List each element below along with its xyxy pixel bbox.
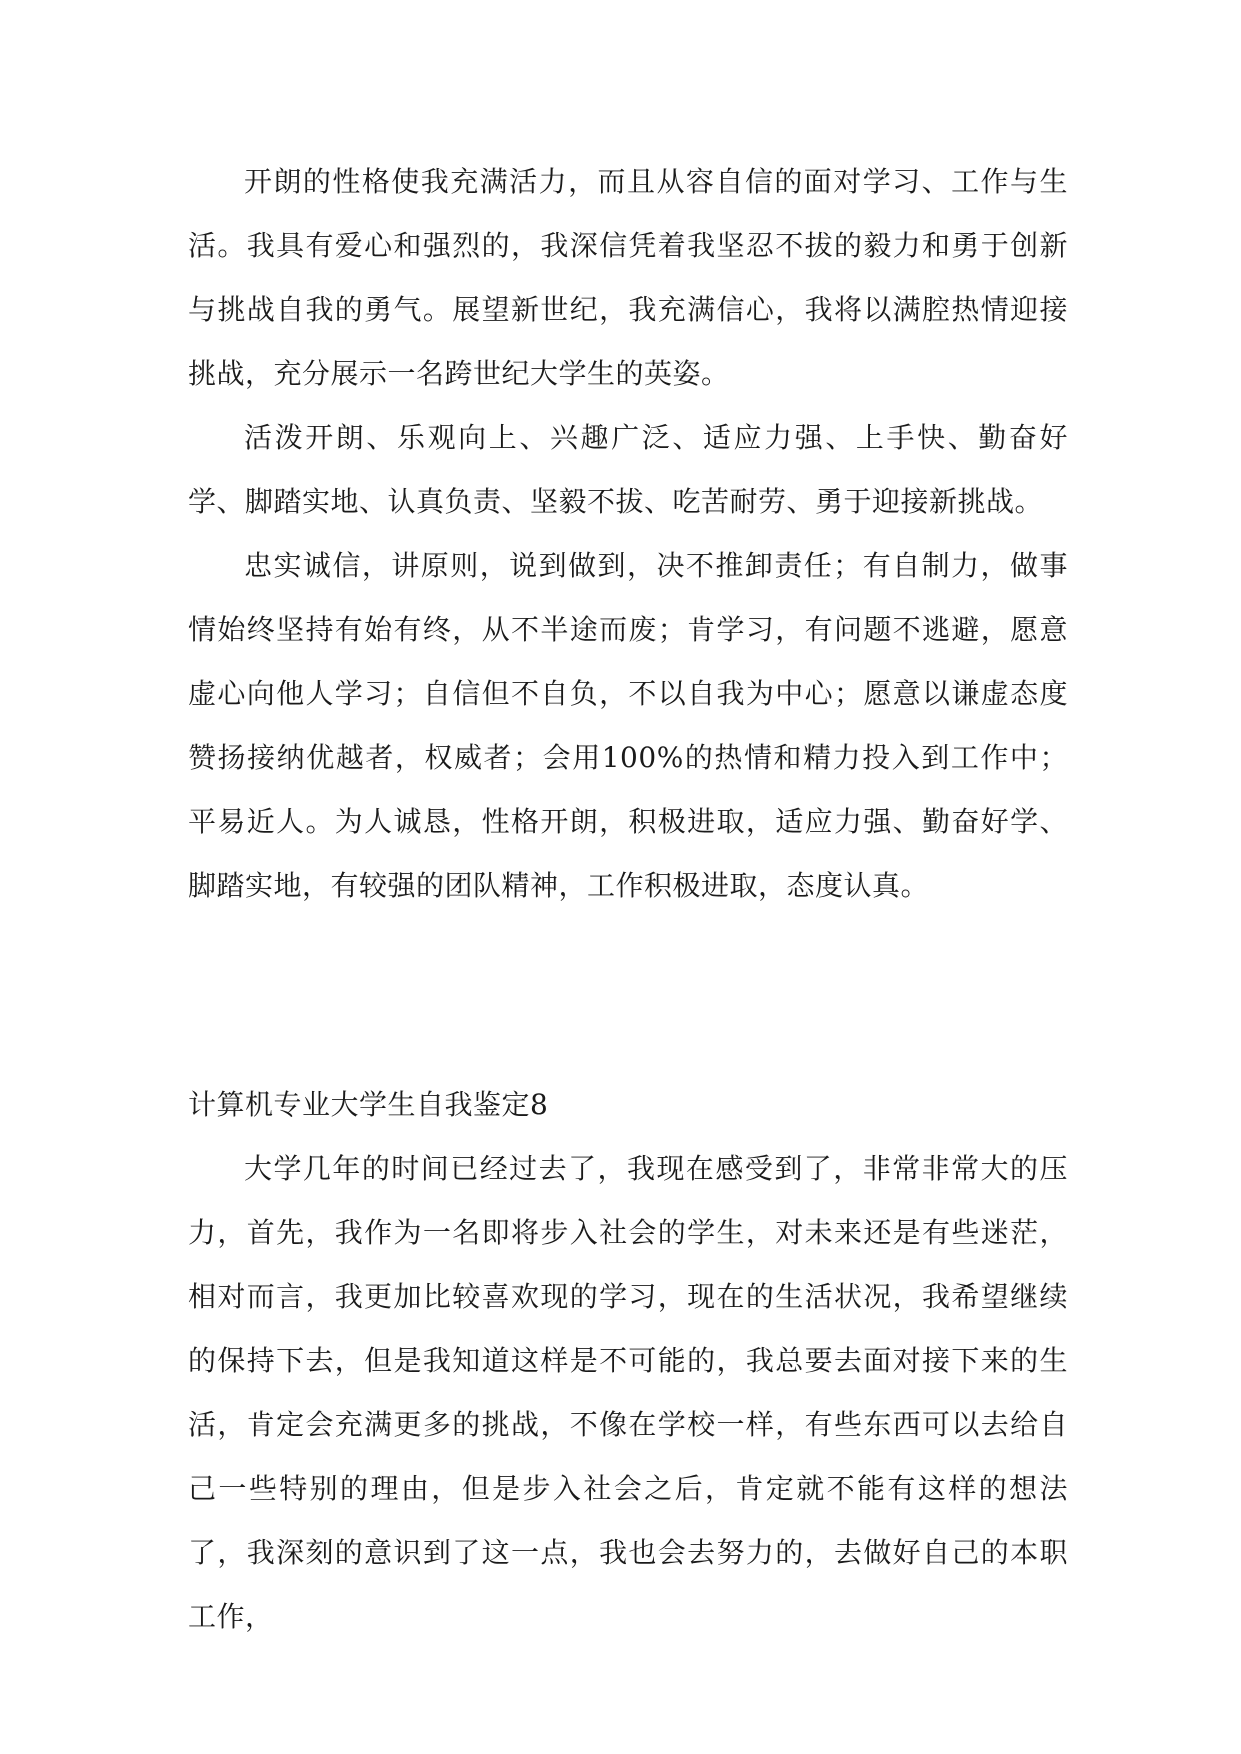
section-spacer [188, 918, 1068, 1073]
paragraph: 活泼开朗、乐观向上、兴趣广泛、适应力强、上手快、勤奋好学、脚踏实地、认真负责、坚毅不拔、吃苦耐劳、勇于迎接新挑战。 [188, 421, 1068, 518]
document-body [188, 150, 1068, 1649]
paragraph: 大学几年的时间已经过去了，我现在感受到了，非常非常大的压力，首先，我作为一名即将步入社会的学生，对未来还是有些迷茫，相对而言，我更加比较喜欢现的学习，现在的生活状况，我希望继续的保持下去，但是我知道这样是不可能的，我总要去面对接下来的生活，肯定会充满更多的挑战，不像在学校一样，有些东西可以去给自己一些特别的理由，但是步入社会之后，肯定就不能有这样的想法了，我深刻的意识到了这一点，我也会去努力的，去做好自己的本职工作， [188, 1152, 1068, 1633]
paragraph: 开朗的性格使我充满活力，而且从容自信的面对学习、工作与生活。我具有爱心和强烈的，我深信凭着我坚忍不拔的毅力和勇于创新与挑战自我的勇气。展望新世纪，我充满信心，我将以满腔热情迎接挑战，充分展示一名跨世纪大学生的英姿。 [188, 165, 1068, 390]
paragraph: 忠实诚信，讲原则，说到做到，决不推卸责任；有自制力，做事情始终坚持有始有终，从不半途而废；肯学习，有问题不逃避，愿意虚心向他人学习；自信但不自负，不以自我为中心；愿意以谦虚态度赞扬接纳优越者，权威者；会用100%的热情和精力投入到工作中；平易近人。为人诚恳，性格开朗，积极进取，适应力强、勤奋好学、脚踏实地，有较强的团队精神，工作积极进取，态度认真。 [188, 549, 1068, 902]
section-heading: 计算机专业大学生自我鉴定8 [188, 1088, 549, 1121]
